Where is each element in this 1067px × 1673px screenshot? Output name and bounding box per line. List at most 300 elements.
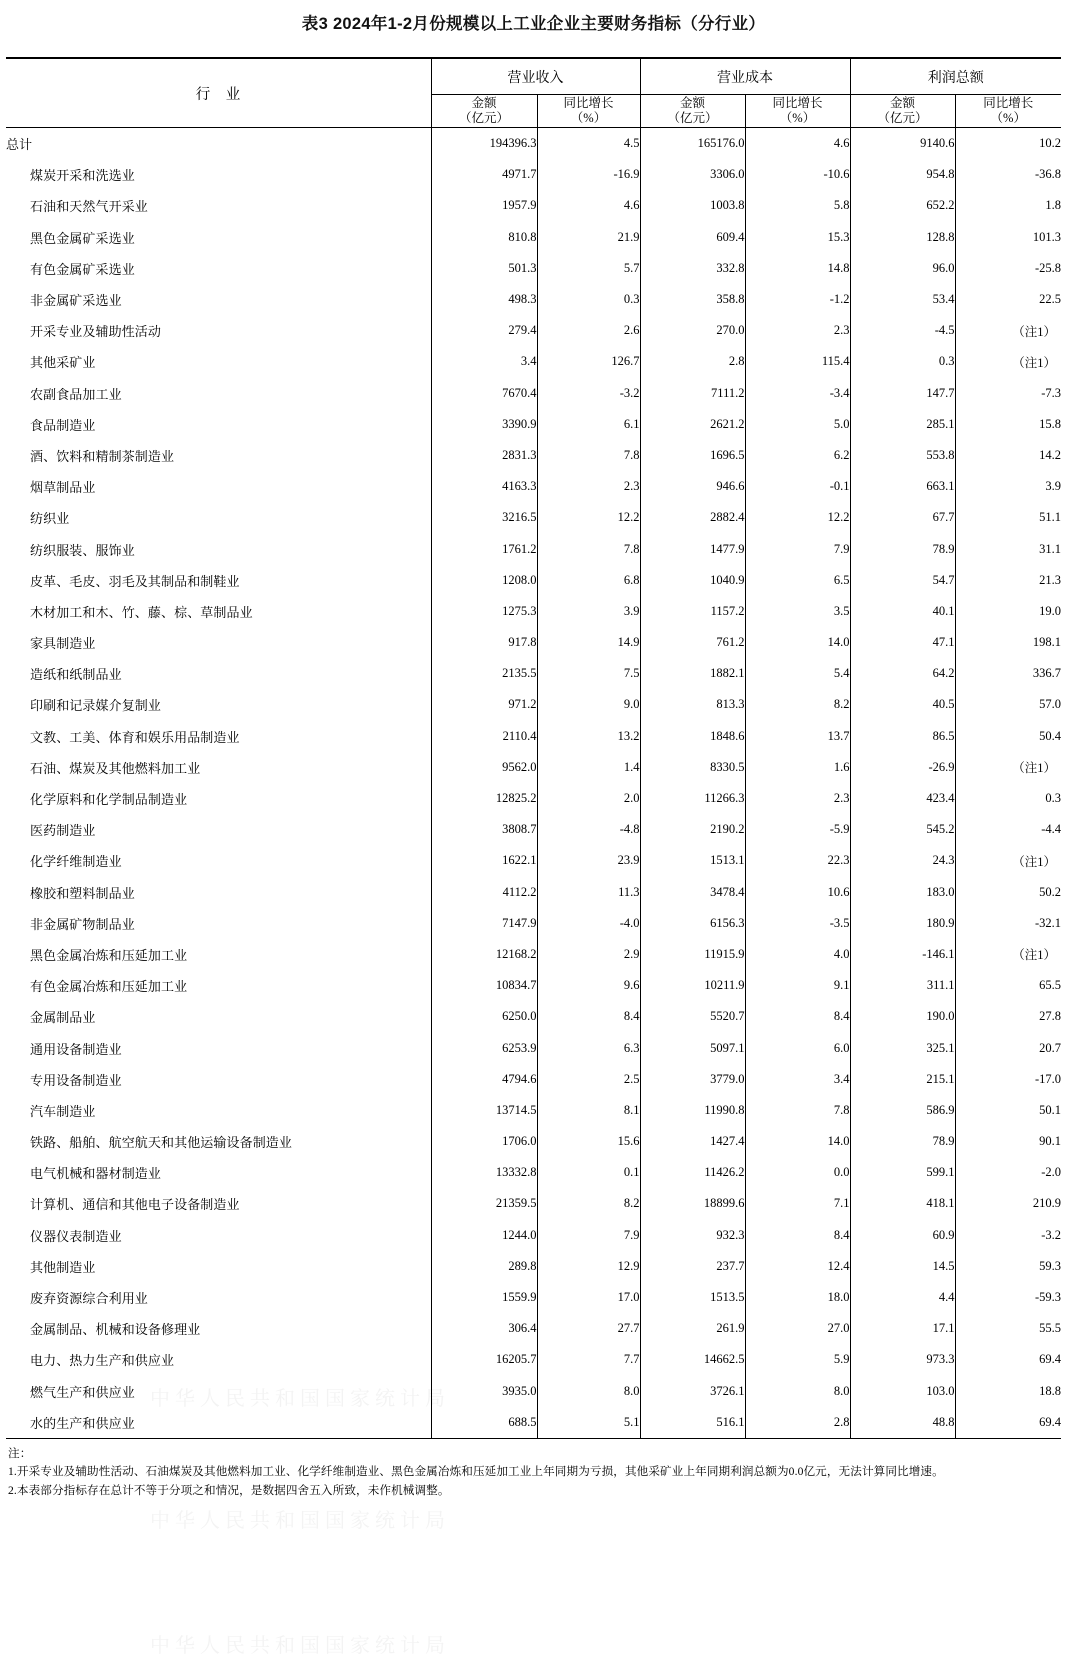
- table-row: [6, 190, 1061, 221]
- cell-profit-growth: 57.0: [1039, 697, 1061, 712]
- cell-cost-amount: 1882.1: [640, 658, 745, 689]
- row-industry-name: 非金属矿采选业: [6, 284, 431, 315]
- table-row: [6, 128, 1061, 160]
- cell-profit-growth: 69.4: [1039, 1352, 1061, 1367]
- cell-profit-growth: 15.8: [1039, 416, 1061, 431]
- cell-profit-amount: 190.0: [850, 1001, 955, 1032]
- row-industry-name: 仪器仪表制造业: [6, 1220, 431, 1251]
- table-row: [6, 908, 1061, 939]
- cell-revenue-amount: 1957.9: [431, 190, 537, 221]
- cell-cost-growth: 0.0: [745, 1157, 850, 1188]
- table-row: [6, 1001, 1061, 1032]
- row-industry-name: 纺织服装、服饰业: [6, 533, 431, 564]
- table-row: [6, 440, 1061, 471]
- financial-table-container: [0, 57, 1067, 1439]
- cell-profit-growth: 69.4: [955, 1407, 1061, 1439]
- cell-profit-growth: 50.2: [1039, 884, 1061, 899]
- cell-revenue-amount: 3.4: [431, 346, 537, 377]
- cell-profit-growth: 198.1: [1032, 635, 1061, 650]
- cell-profit-amount: 14.5: [850, 1251, 955, 1282]
- cell-revenue-amount: 1622.1: [431, 845, 537, 876]
- row-industry-name: 黑色金属冶炼和压延加工业: [6, 939, 431, 970]
- cell-profit-amount: 60.9: [850, 1220, 955, 1251]
- cell-profit-growth: 101.3: [1032, 229, 1061, 244]
- table-row: [6, 596, 1061, 627]
- cell-revenue-amount: 289.8: [431, 1251, 537, 1282]
- cell-cost-amount: 1003.8: [640, 190, 745, 221]
- cell-cost-amount: 1157.2: [640, 596, 745, 627]
- cell-cost-growth: -3.5: [745, 908, 850, 939]
- cell-revenue-growth: 9.0: [537, 689, 640, 720]
- row-industry-name: 纺织业: [6, 502, 431, 533]
- cell-revenue-growth: 7.8: [537, 440, 640, 471]
- row-industry-name: 总计: [6, 128, 431, 160]
- cell-cost-growth: 12.4: [745, 1251, 850, 1282]
- cell-revenue-amount: 16205.7: [431, 1344, 537, 1375]
- row-industry-name: 金属制品业: [6, 1001, 431, 1032]
- cell-profit-amount: -146.1: [850, 939, 955, 970]
- cell-revenue-growth: 1.4: [537, 752, 640, 783]
- table-row: [6, 533, 1061, 564]
- cell-profit-amount: 545.2: [850, 814, 955, 845]
- cell-revenue-amount: 1208.0: [431, 565, 537, 596]
- cell-profit-growth: 19.0: [1039, 603, 1061, 618]
- cell-profit-growth: 18.8: [1039, 1383, 1061, 1398]
- cell-revenue-growth: 23.9: [537, 845, 640, 876]
- table-row: [6, 752, 1061, 783]
- cell-profit-amount: 54.7: [850, 565, 955, 596]
- table-row: [6, 378, 1061, 409]
- cell-profit-growth: 20.7: [1039, 1040, 1061, 1055]
- cell-profit-amount: 47.1: [850, 627, 955, 658]
- cell-revenue-amount: 1761.2: [431, 533, 537, 564]
- cell-profit-growth: 0.3: [1045, 791, 1061, 806]
- row-industry-name: 废弃资源综合利用业: [6, 1282, 431, 1313]
- cell-profit-growth: （注1）: [1012, 355, 1056, 370]
- row-industry-name: 皮革、毛皮、羽毛及其制品和制鞋业: [6, 565, 431, 596]
- cell-cost-amount: 1477.9: [640, 533, 745, 564]
- cell-revenue-amount: 1244.0: [431, 1220, 537, 1251]
- cell-cost-growth: 3.5: [745, 596, 850, 627]
- cell-cost-growth: -1.2: [745, 284, 850, 315]
- cell-profit-amount: 553.8: [850, 440, 955, 471]
- page-title: 表3 2024年1-2月份规模以上工业企业主要财务指标（分行业）: [301, 15, 766, 33]
- cell-revenue-growth: 21.9: [537, 222, 640, 253]
- cell-cost-growth: 4.6: [745, 128, 850, 160]
- cell-revenue-growth: -4.0: [537, 908, 640, 939]
- cell-revenue-amount: 12168.2: [431, 939, 537, 970]
- table-row: [6, 1032, 1061, 1063]
- cell-cost-amount: 2190.2: [640, 814, 745, 845]
- column-header-revenue-amount: [431, 95, 537, 128]
- note-item-1: 1.开采专业及辅助性活动、石油煤炭及其他燃料加工业、化学纤维制造业、黑色金属冶炼和压延加工业上年同期为亏损，其他采矿业上年同期利润总额为0.0亿元，无法计算同比增速。: [8, 1465, 944, 1479]
- column-header-revenue-growth: [537, 95, 640, 128]
- cell-cost-amount: 11915.9: [640, 939, 745, 970]
- table-row: [6, 409, 1061, 440]
- row-industry-name: 有色金属冶炼和压延加工业: [6, 970, 431, 1001]
- cell-revenue-growth: 6.3: [537, 1032, 640, 1063]
- cell-profit-amount: -26.9: [850, 752, 955, 783]
- table-row: [6, 721, 1061, 752]
- cell-cost-growth: 14.0: [745, 1126, 850, 1157]
- row-industry-name: 燃气生产和供应业: [6, 1376, 431, 1407]
- cell-cost-growth: 15.3: [745, 222, 850, 253]
- subheader-line2: （亿元）: [458, 111, 509, 125]
- cell-revenue-amount: 12825.2: [431, 783, 537, 814]
- cell-cost-growth: -10.6: [745, 159, 850, 190]
- cell-revenue-amount: 21359.5: [431, 1188, 537, 1219]
- cell-profit-growth: 22.5: [1039, 292, 1061, 307]
- cell-revenue-amount: 194396.3: [431, 128, 537, 160]
- cell-revenue-growth: 2.9: [537, 939, 640, 970]
- subheader-line1: 金额: [889, 96, 915, 110]
- cell-cost-growth: 4.0: [745, 939, 850, 970]
- table-row: [6, 1407, 1061, 1439]
- cell-cost-amount: 3478.4: [640, 877, 745, 908]
- row-industry-name: 电气机械和器材制造业: [6, 1157, 431, 1188]
- row-industry-name: 家具制造业: [6, 627, 431, 658]
- row-industry-name: 医药制造业: [6, 814, 431, 845]
- cell-profit-amount: 0.3: [850, 346, 955, 377]
- cell-cost-amount: 3306.0: [640, 159, 745, 190]
- table-row: [6, 284, 1061, 315]
- cell-cost-amount: 261.9: [640, 1313, 745, 1344]
- cell-profit-growth: -32.1: [1034, 915, 1061, 930]
- cell-revenue-growth: 0.1: [537, 1157, 640, 1188]
- cell-revenue-growth: 2.0: [537, 783, 640, 814]
- cell-cost-amount: 2882.4: [640, 502, 745, 533]
- cell-profit-growth: -36.8: [1034, 167, 1061, 182]
- cell-profit-amount: 183.0: [850, 877, 955, 908]
- row-industry-name: 酒、饮料和精制茶制造业: [6, 440, 431, 471]
- cell-cost-amount: 609.4: [640, 222, 745, 253]
- watermark-text: 中华人民共和国国家统计局: [150, 1510, 450, 1532]
- cell-profit-amount: 128.8: [850, 222, 955, 253]
- cell-revenue-growth: 7.7: [537, 1344, 640, 1375]
- cell-revenue-growth: 7.5: [537, 658, 640, 689]
- table-row: [6, 1188, 1061, 1219]
- cell-profit-amount: 311.1: [850, 970, 955, 1001]
- cell-cost-amount: 516.1: [640, 1407, 745, 1439]
- cell-revenue-growth: 5.1: [537, 1407, 640, 1439]
- cell-cost-growth: 18.0: [745, 1282, 850, 1313]
- cell-revenue-amount: 498.3: [431, 284, 537, 315]
- row-industry-name: 石油、煤炭及其他燃料加工业: [6, 752, 431, 783]
- cell-profit-amount: 86.5: [850, 721, 955, 752]
- cell-profit-amount: 215.1: [850, 1064, 955, 1095]
- cell-profit-amount: 103.0: [850, 1376, 955, 1407]
- subheader-line1: 同比增长: [983, 96, 1034, 110]
- cell-profit-amount: 78.9: [850, 1126, 955, 1157]
- cell-revenue-amount: 13714.5: [431, 1095, 537, 1126]
- cell-cost-growth: 8.2: [745, 689, 850, 720]
- cell-profit-growth: 51.1: [1039, 510, 1061, 525]
- cell-revenue-growth: 6.8: [537, 565, 640, 596]
- watermark-text: 中华人民共和国国家统计局: [150, 1388, 450, 1410]
- cell-cost-growth: 10.6: [745, 877, 850, 908]
- cell-cost-growth: 6.0: [745, 1032, 850, 1063]
- cell-revenue-growth: 7.8: [537, 533, 640, 564]
- cell-cost-amount: 3779.0: [640, 1064, 745, 1095]
- row-industry-name: 食品制造业: [6, 409, 431, 440]
- cell-profit-growth: 90.1: [1039, 1134, 1061, 1149]
- cell-revenue-amount: 4163.3: [431, 471, 537, 502]
- cell-revenue-growth: 15.6: [537, 1126, 640, 1157]
- cell-cost-growth: 27.0: [745, 1313, 850, 1344]
- table-row: [6, 627, 1061, 658]
- cell-cost-amount: 18899.6: [640, 1188, 745, 1219]
- cell-profit-amount: 663.1: [850, 471, 955, 502]
- cell-cost-amount: 946.6: [640, 471, 745, 502]
- table-row: [6, 1220, 1061, 1251]
- cell-profit-growth: 3.9: [1045, 479, 1061, 494]
- cell-cost-amount: 270.0: [640, 315, 745, 346]
- cell-cost-amount: 2.8: [640, 346, 745, 377]
- cell-revenue-growth: 8.4: [537, 1001, 640, 1032]
- cell-profit-growth: 50.4: [1039, 728, 1061, 743]
- cell-revenue-amount: 2831.3: [431, 440, 537, 471]
- table-row: [6, 565, 1061, 596]
- column-header-profit-growth: [955, 95, 1061, 128]
- cell-cost-amount: 761.2: [640, 627, 745, 658]
- cell-cost-amount: 3726.1: [640, 1376, 745, 1407]
- cell-profit-amount: 973.3: [850, 1344, 955, 1375]
- table-row: [6, 1313, 1061, 1344]
- cell-cost-amount: 8330.5: [640, 752, 745, 783]
- cell-profit-amount: 599.1: [850, 1157, 955, 1188]
- cell-cost-amount: 332.8: [640, 253, 745, 284]
- column-group-total-profit: 利润总额: [850, 58, 1061, 95]
- cell-revenue-growth: 6.1: [537, 409, 640, 440]
- row-industry-name: 专用设备制造业: [6, 1064, 431, 1095]
- cell-cost-growth: 115.4: [745, 346, 850, 377]
- cell-profit-amount: 78.9: [850, 533, 955, 564]
- cell-profit-growth: 10.2: [1039, 136, 1061, 151]
- cell-revenue-amount: 306.4: [431, 1313, 537, 1344]
- row-industry-name: 橡胶和塑料制品业: [6, 877, 431, 908]
- cell-cost-growth: 3.4: [745, 1064, 850, 1095]
- row-industry-name: 铁路、船舶、航空航天和其他运输设备制造业: [6, 1126, 431, 1157]
- cell-revenue-amount: 688.5: [431, 1407, 537, 1439]
- row-industry-name: 通用设备制造业: [6, 1032, 431, 1063]
- cell-profit-amount: 418.1: [850, 1188, 955, 1219]
- column-group-operating-revenue: 营业收入: [431, 58, 640, 95]
- cell-profit-growth: 55.5: [1039, 1321, 1061, 1336]
- cell-revenue-amount: 810.8: [431, 222, 537, 253]
- cell-revenue-amount: 3808.7: [431, 814, 537, 845]
- cell-cost-amount: 5520.7: [640, 1001, 745, 1032]
- cell-cost-amount: 11266.3: [640, 783, 745, 814]
- cell-revenue-amount: 279.4: [431, 315, 537, 346]
- table-row: [6, 1282, 1061, 1313]
- cell-revenue-growth: 8.1: [537, 1095, 640, 1126]
- cell-revenue-amount: 7147.9: [431, 908, 537, 939]
- cell-cost-amount: 1040.9: [640, 565, 745, 596]
- table-body: [6, 128, 1061, 1439]
- cell-profit-amount: 147.7: [850, 378, 955, 409]
- cell-revenue-amount: 2135.5: [431, 658, 537, 689]
- table-row: [6, 877, 1061, 908]
- cell-profit-amount: 96.0: [850, 253, 955, 284]
- cell-profit-growth: -25.8: [1034, 260, 1061, 275]
- table-row: [6, 689, 1061, 720]
- cell-cost-amount: 11990.8: [640, 1095, 745, 1126]
- row-industry-name: 有色金属矿采选业: [6, 253, 431, 284]
- table-header: [6, 58, 1061, 128]
- cell-profit-growth: 31.1: [1039, 541, 1061, 556]
- cell-cost-amount: 1696.5: [640, 440, 745, 471]
- table-row: [6, 1064, 1061, 1095]
- cell-profit-growth: -3.2: [1041, 1227, 1061, 1242]
- table-row: [6, 1344, 1061, 1375]
- notes-title: 注：: [8, 1446, 32, 1460]
- column-header-cost-amount: [640, 95, 745, 128]
- cell-profit-growth: 59.3: [1039, 1258, 1061, 1273]
- financial-indicators-table: [6, 57, 1061, 1439]
- subheader-line1: 同比增长: [563, 96, 614, 110]
- cell-revenue-growth: 4.5: [537, 128, 640, 160]
- cell-profit-growth: 21.3: [1039, 572, 1061, 587]
- row-industry-name: 造纸和纸制品业: [6, 658, 431, 689]
- cell-cost-growth: 14.8: [745, 253, 850, 284]
- cell-revenue-growth: 9.6: [537, 970, 640, 1001]
- cell-revenue-amount: 4971.7: [431, 159, 537, 190]
- cell-profit-growth: （注1）: [1012, 324, 1056, 339]
- cell-profit-growth: （注1）: [1012, 854, 1056, 869]
- cell-revenue-amount: 13332.8: [431, 1157, 537, 1188]
- table-row: [6, 1251, 1061, 1282]
- cell-revenue-amount: 10834.7: [431, 970, 537, 1001]
- cell-profit-amount: 17.1: [850, 1313, 955, 1344]
- cell-cost-amount: 10211.9: [640, 970, 745, 1001]
- table-row: [6, 970, 1061, 1001]
- cell-cost-amount: 1513.1: [640, 845, 745, 876]
- cell-profit-amount: 64.2: [850, 658, 955, 689]
- row-industry-name: 开采专业及辅助性活动: [6, 315, 431, 346]
- cell-profit-amount: 53.4: [850, 284, 955, 315]
- table-row: [6, 845, 1061, 876]
- cell-revenue-growth: 2.3: [537, 471, 640, 502]
- cell-revenue-growth: 12.9: [537, 1251, 640, 1282]
- cell-revenue-amount: 3935.0: [431, 1376, 537, 1407]
- cell-cost-growth: 5.9: [745, 1344, 850, 1375]
- cell-profit-growth: -7.3: [1041, 385, 1061, 400]
- cell-profit-amount: 4.4: [850, 1282, 955, 1313]
- cell-cost-amount: 165176.0: [640, 128, 745, 160]
- cell-cost-growth: 6.5: [745, 565, 850, 596]
- cell-revenue-growth: 8.2: [537, 1188, 640, 1219]
- cell-revenue-amount: 2110.4: [431, 721, 537, 752]
- cell-profit-growth: 336.7: [1032, 666, 1061, 681]
- cell-revenue-amount: 7670.4: [431, 378, 537, 409]
- cell-profit-growth: 50.1: [1039, 1102, 1061, 1117]
- table-row: [6, 783, 1061, 814]
- table-row: [6, 1157, 1061, 1188]
- cell-revenue-growth: 0.3: [537, 284, 640, 315]
- column-group-operating-cost: 营业成本: [640, 58, 850, 95]
- cell-cost-growth: 8.4: [745, 1220, 850, 1251]
- cell-cost-growth: 8.0: [745, 1376, 850, 1407]
- cell-profit-amount: 67.7: [850, 502, 955, 533]
- row-industry-name: 电力、热力生产和供应业: [6, 1344, 431, 1375]
- cell-cost-amount: 1513.5: [640, 1282, 745, 1313]
- cell-revenue-amount: 501.3: [431, 253, 537, 284]
- cell-profit-amount: 423.4: [850, 783, 955, 814]
- row-industry-name: 石油和天然气开采业: [6, 190, 431, 221]
- cell-revenue-amount: 4112.2: [431, 877, 537, 908]
- cell-profit-amount: 9140.6: [850, 128, 955, 160]
- row-industry-name: 计算机、通信和其他电子设备制造业: [6, 1188, 431, 1219]
- subheader-line1: 金额: [471, 96, 497, 110]
- cell-cost-amount: 1427.4: [640, 1126, 745, 1157]
- row-industry-name: 汽车制造业: [6, 1095, 431, 1126]
- table-row: [6, 222, 1061, 253]
- table-row: [6, 253, 1061, 284]
- cell-revenue-growth: 11.3: [537, 877, 640, 908]
- cell-revenue-amount: 6250.0: [431, 1001, 537, 1032]
- cell-profit-amount: 24.3: [850, 845, 955, 876]
- cell-profit-amount: 954.8: [850, 159, 955, 190]
- cell-cost-amount: 7111.2: [640, 378, 745, 409]
- cell-revenue-amount: 3216.5: [431, 502, 537, 533]
- cell-cost-growth: 6.2: [745, 440, 850, 471]
- row-industry-name: 煤炭开采和洗选业: [6, 159, 431, 190]
- table-row: [6, 315, 1061, 346]
- subheader-line2: （%）: [570, 111, 607, 125]
- cell-cost-growth: 12.2: [745, 502, 850, 533]
- cell-cost-growth: 8.4: [745, 1001, 850, 1032]
- cell-revenue-amount: 6253.9: [431, 1032, 537, 1063]
- table-row: [6, 1126, 1061, 1157]
- cell-cost-growth: 7.9: [745, 533, 850, 564]
- row-industry-name: 水的生产和供应业: [6, 1407, 431, 1439]
- cell-revenue-growth: 12.2: [537, 502, 640, 533]
- row-industry-name: 非金属矿物制品业: [6, 908, 431, 939]
- cell-revenue-growth: 5.7: [537, 253, 640, 284]
- row-industry-name: 烟草制品业: [6, 471, 431, 502]
- cell-cost-amount: 14662.5: [640, 1344, 745, 1375]
- row-industry-name: 木材加工和木、竹、藤、棕、草制品业: [6, 596, 431, 627]
- row-industry-name: 农副食品加工业: [6, 378, 431, 409]
- cell-cost-growth: 2.8: [745, 1407, 850, 1439]
- cell-profit-growth: （注1）: [1012, 948, 1056, 963]
- row-industry-name: 化学纤维制造业: [6, 845, 431, 876]
- cell-revenue-amount: 971.2: [431, 689, 537, 720]
- cell-revenue-amount: 1559.9: [431, 1282, 537, 1313]
- cell-revenue-amount: 917.8: [431, 627, 537, 658]
- cell-cost-growth: 5.8: [745, 190, 850, 221]
- cell-revenue-growth: 4.6: [537, 190, 640, 221]
- subheader-line1: 同比增长: [772, 96, 823, 110]
- cell-profit-growth: -4.4: [1041, 822, 1061, 837]
- cell-cost-growth: -3.4: [745, 378, 850, 409]
- table-notes: [0, 1439, 1067, 1501]
- cell-profit-amount: 285.1: [850, 409, 955, 440]
- cell-profit-amount: 48.8: [850, 1407, 955, 1439]
- cell-cost-amount: 932.3: [640, 1220, 745, 1251]
- cell-profit-growth: （注1）: [1012, 761, 1056, 776]
- cell-profit-growth: -17.0: [1034, 1071, 1061, 1086]
- cell-profit-amount: 40.5: [850, 689, 955, 720]
- cell-cost-growth: 7.8: [745, 1095, 850, 1126]
- cell-cost-growth: 1.6: [745, 752, 850, 783]
- subheader-line2: （亿元）: [667, 111, 718, 125]
- cell-cost-growth: 22.3: [745, 845, 850, 876]
- cell-cost-growth: -5.9: [745, 814, 850, 845]
- table-row: [6, 346, 1061, 377]
- cell-profit-growth: 210.9: [1032, 1196, 1061, 1211]
- cell-cost-amount: 6156.3: [640, 908, 745, 939]
